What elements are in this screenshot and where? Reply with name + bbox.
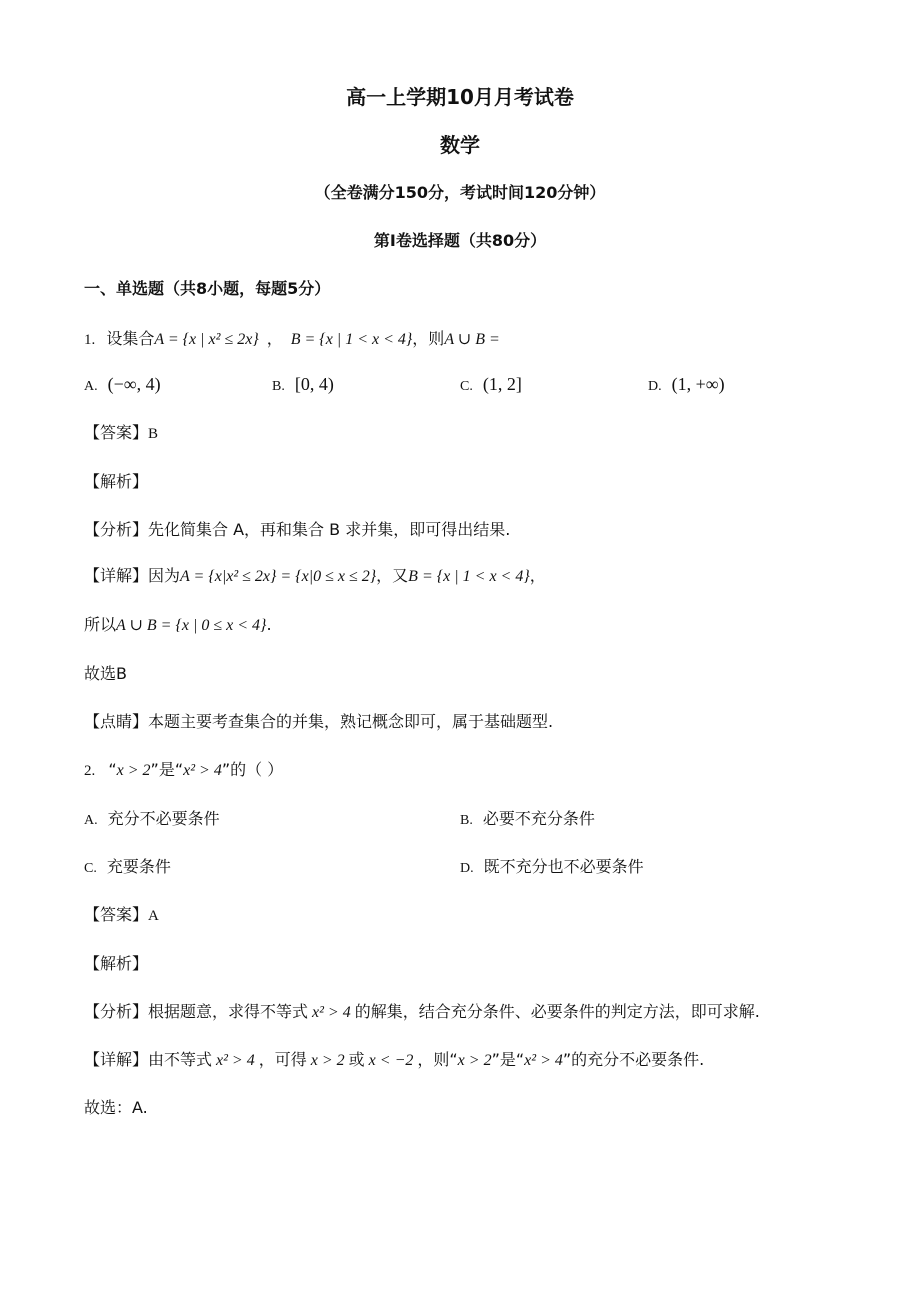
option-label: D. bbox=[648, 379, 662, 394]
math-fenxi: x² > 4 bbox=[312, 1004, 351, 1021]
subject-title: 数学 bbox=[440, 133, 480, 157]
option-b bbox=[460, 809, 595, 831]
analysis-heading: 【解析】 bbox=[84, 954, 149, 973]
math-detail-3: x < −2 bbox=[368, 1052, 414, 1069]
math-detail-1: x² > 4 bbox=[216, 1052, 255, 1069]
option-label: B. bbox=[272, 379, 285, 394]
detail-text: ， bbox=[529, 566, 546, 585]
option-c bbox=[84, 857, 171, 879]
detail-text: 或 bbox=[348, 1050, 365, 1069]
section-heading: 一、单选题（共8小题，每题5分） bbox=[84, 279, 331, 298]
fenxi-text: 的解集，结合充分条件、必要条件的判定方法，即可求解. bbox=[354, 1002, 760, 1021]
answer-value: A bbox=[148, 908, 159, 924]
math-conclusion: A ∪ B = {x | 0 ≤ x < 4} bbox=[116, 617, 267, 634]
detail-text: ，又 bbox=[376, 566, 409, 585]
answer-line bbox=[84, 423, 158, 444]
detail-tag: 【详解】 bbox=[84, 566, 149, 585]
detail-text: ”的充分不必要条件. bbox=[562, 1050, 705, 1069]
math-union: A ∪ B = bbox=[444, 331, 500, 348]
math-set-a: A = {x | x² ≤ 2x} bbox=[154, 331, 259, 348]
exam-title: 高一上学期10月月考试卷 bbox=[346, 85, 574, 109]
math-set-b: B = {x | 1 < x < 4} bbox=[290, 331, 413, 348]
detail-text: 由不等式 bbox=[148, 1050, 213, 1069]
option-text: 充要条件 bbox=[106, 857, 171, 876]
analysis-conclusion bbox=[84, 615, 272, 636]
stem-text: ， bbox=[266, 329, 283, 348]
math-cond-2: x² > 4 bbox=[183, 762, 222, 779]
choose-line: 故选B bbox=[84, 664, 127, 683]
question-number: 2. bbox=[84, 763, 96, 779]
math-detail-2: B = {x | 1 < x < 4} bbox=[408, 568, 530, 585]
option-c bbox=[460, 374, 522, 397]
option-label: D. bbox=[460, 861, 474, 876]
answer-value: B bbox=[148, 426, 159, 442]
option-label: B. bbox=[460, 813, 473, 828]
option-label: C. bbox=[460, 379, 473, 394]
question-number: 1. bbox=[84, 332, 96, 348]
detail-text: ，可得 bbox=[258, 1050, 307, 1069]
answer-tag: 【答案】 bbox=[84, 905, 149, 924]
option-d bbox=[460, 857, 644, 879]
part-heading: 第Ⅰ卷选择题（共80分） bbox=[373, 231, 547, 250]
option-b bbox=[272, 374, 334, 397]
option-text: [0, 4) bbox=[294, 374, 334, 394]
analysis-fenxi bbox=[84, 1002, 760, 1023]
stem-text: “ bbox=[108, 760, 117, 779]
fenxi-text: 根据题意，求得不等式 bbox=[148, 1002, 309, 1021]
stem-text: ”的（ ） bbox=[221, 760, 284, 779]
option-a bbox=[84, 374, 161, 397]
analysis-detail bbox=[84, 566, 546, 587]
conclusion-text: . bbox=[266, 615, 272, 634]
exam-note: （全卷满分150分，考试时间120分钟） bbox=[314, 183, 606, 202]
option-text: 既不充分也不必要条件 bbox=[483, 857, 644, 876]
math-detail-4: x > 2 bbox=[457, 1052, 492, 1069]
answer-line bbox=[84, 905, 159, 926]
fenxi-tag: 【分析】 bbox=[84, 520, 149, 539]
conclusion-text: 所以 bbox=[84, 615, 117, 634]
stem-text: 设集合 bbox=[106, 329, 155, 348]
question-2-stem bbox=[84, 760, 283, 781]
option-d bbox=[648, 374, 725, 397]
detail-text: ”是“ bbox=[491, 1050, 525, 1069]
option-label: A. bbox=[84, 379, 98, 394]
option-text: (1, +∞) bbox=[671, 374, 725, 394]
option-a bbox=[84, 809, 220, 831]
option-label: C. bbox=[84, 861, 97, 876]
dianjing-tag: 【点睛】 bbox=[84, 712, 149, 731]
option-text: (1, 2] bbox=[482, 374, 522, 394]
math-detail-2: x > 2 bbox=[310, 1052, 345, 1069]
option-text: 必要不充分条件 bbox=[482, 809, 595, 828]
choose-line: 故选：A. bbox=[84, 1098, 148, 1117]
fenxi-text: 先化简集合 A，再和集合 B 求并集，即可得出结果. bbox=[148, 520, 511, 539]
dianjing-line bbox=[84, 712, 553, 732]
detail-tag: 【详解】 bbox=[84, 1050, 149, 1069]
analysis-heading: 【解析】 bbox=[84, 472, 149, 491]
question-1-stem bbox=[84, 329, 500, 350]
math-detail-1: A = {x|x² ≤ 2x} = {x|0 ≤ x ≤ 2} bbox=[180, 568, 377, 585]
detail-text: 因为 bbox=[148, 566, 181, 585]
stem-text: ”是“ bbox=[150, 760, 184, 779]
detail-text: ，则“ bbox=[417, 1050, 458, 1069]
math-detail-5: x² > 4 bbox=[524, 1052, 563, 1069]
option-text: 充分不必要条件 bbox=[107, 809, 220, 828]
stem-text: ，则 bbox=[412, 329, 445, 348]
analysis-detail bbox=[84, 1050, 704, 1071]
dianjing-text: 本题主要考查集合的并集，熟记概念即可，属于基础题型. bbox=[148, 712, 554, 731]
answer-tag: 【答案】 bbox=[84, 423, 149, 442]
math-cond-1: x > 2 bbox=[116, 762, 151, 779]
fenxi-tag: 【分析】 bbox=[84, 1002, 149, 1021]
option-text: (−∞, 4) bbox=[107, 374, 161, 394]
analysis-fenxi bbox=[84, 520, 510, 540]
option-label: A. bbox=[84, 813, 98, 828]
